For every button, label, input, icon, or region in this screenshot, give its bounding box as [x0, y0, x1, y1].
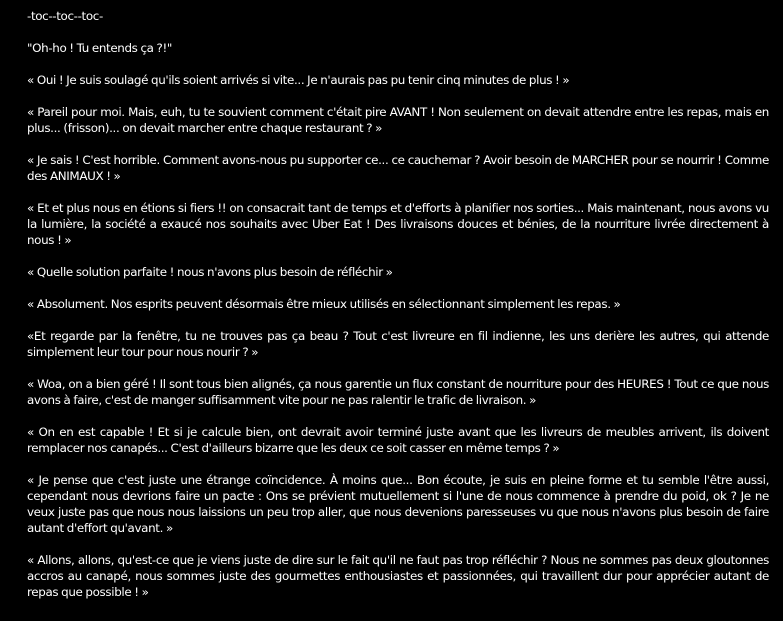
paragraph-sound-effect: -toc--toc--toc-: [27, 9, 103, 23]
paragraph-dialogue: « Woa, on a bien géré ! Il sont tous bien alignés, ça nous garentie un flux constant de nourriture pour des HEURES ! Tout ce que nous avons à faire, c'est de manger suffisamment vite pour ne pas ralentir le trafic de livraison. »: [27, 377, 769, 407]
paragraph-dialogue: «Et regarde par la fenêtre, tu ne trouves pas ça beau ? Tout c'est livreure en fil indienne, les uns derière les autres, qui attende simplement leur tour pour nous nourir ? »: [27, 329, 769, 359]
paragraph-dialogue: « Je pense que c'est juste une étrange coïncidence. À moins que... Bon écoute, je suis en pleine forme et tu semble l'être aussi, cependant nous devrions faire un pacte : Ons se prévient mutuellement si l'une de nous commence à prendre du poid, ok ? Je ne veux juste pas que nous nous laissions un peu trop aller, que nous devenions paresseuses vu que nous n'avons plus besoin de faire autant d'effort qu'avant. »: [27, 473, 769, 535]
paragraph-dialogue: « Absolument. Nos esprits peuvent désormais être mieux utilisés en sélectionnant simplement les repas. »: [27, 297, 621, 311]
paragraph-dialogue: « Allons, allons, qu'est-ce que je viens juste de dire sur le fait qu'il ne faut pas trop réfléchir ? Nous ne sommes pas deux gloutonnes accros au canapé, nous sommes juste des gourmettes enthousiastes et passionnées, qui travaillent dur pour apprécier autant de repas que possible ! »: [27, 553, 769, 599]
paragraph-dialogue: « Je sais ! C'est horrible. Comment avons-nous pu supporter ce... ce cauchemar ? Avoir besoin de MARCHER pour se nourrir ! Comme des ANIMAUX ! »: [27, 153, 769, 183]
paragraph-dialogue: « Quelle solution parfaite ! nous n'avons plus besoin de réfléchir »: [27, 265, 393, 279]
paragraph-dialogue: « On en est capable ! Et si je calcule bien, ont devrait avoir terminé juste avant que les livreurs de meubles arrivent, ils doivent remplacer nos canapés... C'est d'ailleurs bizarre que les deux ce soit casser en même temps ? »: [27, 425, 769, 455]
paragraph-dialogue: "Oh-ho ! Tu entends ça ?!": [27, 41, 173, 55]
paragraph-dialogue: « Oui ! Je suis soulagé qu'ils soient arrivés si vite... Je n'aurais pas pu tenir cinq minutes de plus ! »: [27, 73, 570, 87]
paragraph-dialogue: « Et et plus nous en étions si fiers !! on consacrait tant de temps et d'efforts à planifier nos sorties... Mais maintenant, nous avons vu la lumière, la société a exaucé nos souhaits avec Uber Eat ! Des livraisons douces et bénies, de la nourriture livrée directement à nous ! »: [27, 201, 769, 247]
paragraph-dialogue: « Pareil pour moi. Mais, euh, tu te souvient comment c'était pire AVANT ! Non seulement on devait attendre entre les repas, mais en plus... (frisson)... on devait marcher entre chaque restaurant ? »: [27, 105, 769, 135]
